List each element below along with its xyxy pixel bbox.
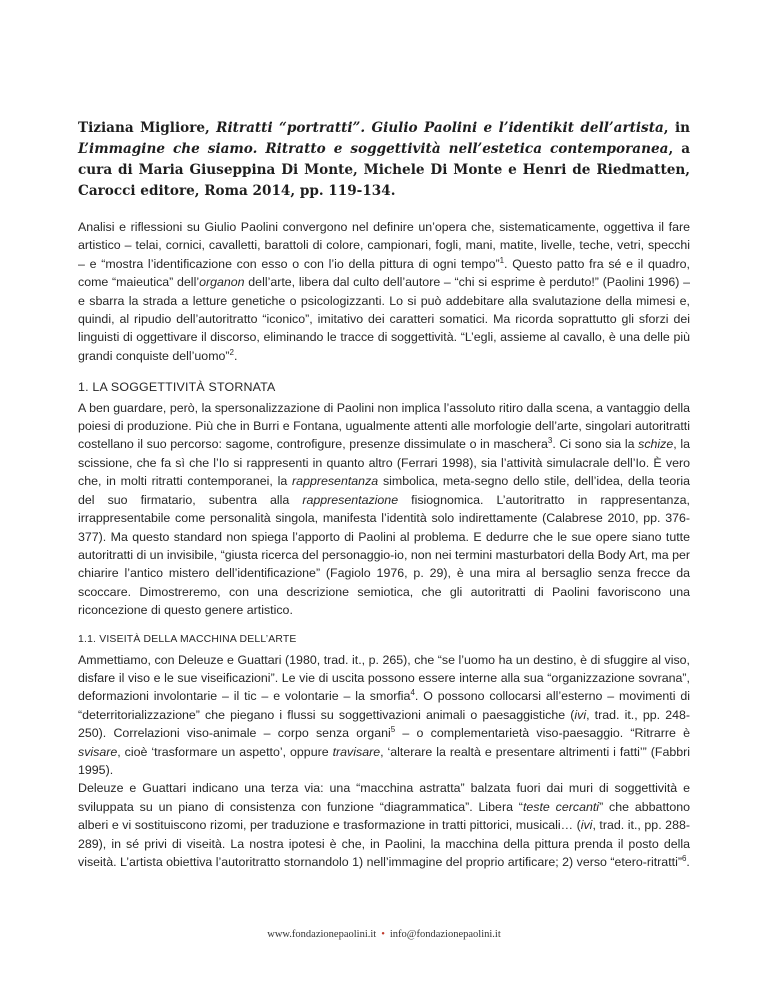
footnote-ref-5[interactable]: 5 [390, 725, 396, 735]
subsection-text: . [686, 855, 690, 869]
footnote-ref-4[interactable]: 4 [410, 688, 415, 698]
citation-publication-details: , a cura di Maria Giuseppina Di Monte, Michele Di Monte e Henri de Riedmatten, Carocci editore, Roma 2014, pp. 119-134. [78, 141, 691, 199]
section-1-emphasis: schize [638, 437, 674, 452]
subsection-emphasis: travisare [332, 744, 381, 759]
section-1-text: , la scissione, che fa sì che l’Io si rappresenti in quanto altro (Ferrari 1998), sia l’attività simulacrale dell’Io. È vero che, in molti ritratti contemporanei, la [78, 437, 690, 489]
subsection-text: Deleuze e Guattari indicano una terza via: una “macchina astratta” balzata fuori dai muri di soggettività e sviluppata su un piano di consistenza con funzione “diagrammatica”. Libera “ [78, 781, 690, 814]
subsection-text: , cioè ‘trasformare un aspetto’, oppure [117, 744, 333, 759]
subsection-text: – o complementarietà viso-paesaggio. “Ritrarre è [395, 726, 690, 741]
footnote-ref-6[interactable]: 6 [681, 853, 687, 863]
page-footer [0, 929, 768, 940]
section-1-text: fisiognomica. L’autoritratto in rappresentanza, irrappresentabile come personalità singola, manifesta l’identità solo indirettamente (Calabrese 2010, pp. 376-377). Ma questo standard non spiega l’apporto di Paolini al problema. E dedurre che le sue opere siano tutte autoritratti di un invisibile, “giusta ricerca del personaggio-io, non nei termini masturbatori della Body Art, ma per chiarire l’antico mistero dell’identificazione” (Fagiolo 1976, p. 29), è una mira al bersaglio senza frecce da scoccare. Dimostreremo, con una descrizione semiotica, che gli autoritratti di Paolini favoriscono una riconcezione di questo genere artistico. [78, 492, 690, 618]
subsection-heading: 1.1. VISEITÀ DELLA MACCHINA DELL’ARTE [78, 633, 297, 645]
intro-paragraph [78, 218, 690, 365]
intro-text: . Questo patto fra sé e il quadro, come “maieutica” dell’ [78, 256, 691, 290]
footer-email-link[interactable]: info@fondazionepaolini.it [389, 929, 501, 940]
citation-author: Tiziana Migliore, [78, 120, 217, 136]
citation-essay-title: Ritratti “portratti”. Giulio Paolini e l’identikit dell’artista [216, 120, 664, 136]
subsection-text: , trad. it., pp. 248-250). Correlazioni viso-animale – corpo senza organi [78, 707, 690, 741]
intro-text: Analisi e riflessioni su Giulio Paolini convergono nel definire un’opera che, sistematicamente, oggettiva il fare artistico – telai, cornici, cavalletti, barattoli di colore, campionari, fogli, mani, matite, livelle, teche, vetri, specchi – e “mostra l’identificazione con esso o con l’io della pittura di ogni tempo” [78, 220, 690, 271]
subsection-text: , trad. it., pp. 288-289), in sé privi di viseità. La nostra ipotesi è che, in Paolini, la macchina della pittura prenda il posto della viseità. L’artista obiettiva l’autoritratto stornandolo 1) nell’immagine del proprio artificare; 2) verso “etero-ritratti” [78, 818, 690, 869]
citation-separator: , in [663, 120, 690, 136]
citation-book-title: L’immagine che siamo. Ritratto e soggettività nell’estetica contemporanea [78, 141, 669, 157]
section-1-emphasis: rappresentazione [302, 492, 399, 507]
subsection-emphasis: ivi [580, 818, 593, 833]
section-1-text: simbolica, meta-segno dello stile, dell’idea, della teoria del suo firmatario, subentra alla [78, 474, 690, 507]
footnote-ref-3[interactable]: 3 [547, 436, 553, 446]
section-1-text: . Ci sono sia la [552, 437, 639, 452]
subsection-text: . O possono collocarsi all’esterno – movimenti di “deterritorializzazione” che piegano i flussi su soggettivazioni animali o paesaggistiche ( [78, 689, 691, 722]
subsection-paragraph-2 [78, 779, 690, 871]
subsection-text: Ammettiamo, con Deleuze e Guattari (1980, trad. it., p. 265), che “se l’uomo ha un destino, è di sfuggire al viso, disfare il viso e le sue viseificazioni”. Le vie di uscita possono essere interne alla sua “organizzazione sovrana”, deformazioni involontarie – il tic – e volontarie – la smorfia [78, 652, 690, 704]
footer-website-link[interactable]: www.fondazionepaolini.it [267, 929, 377, 940]
subsection-text: ” che abbattono alberi e vi sostituiscono rizomi, per traduzione e trasformazione in tratti pittorici, musicali… ( [78, 799, 690, 833]
bibliographic-citation [78, 118, 690, 202]
footnote-ref-2[interactable]: 2 [229, 347, 234, 357]
intro-text: dell’arte, libera dal culto dell’autore – “chi si esprime è perduto!” (Paolini 1996) – e sbarra la strada a letture genetiche o psicologizzanti. Lo si può addebitare alla svalutazione della mimesi e, quindi, al ripudio dell’autoritratto “iconico”, imitativo dei caratteri somatici. Ma ricorda soprattutto gli sforzi dei linguisti di oggettivare il discorso, eliminando le tracce di soggettività. “L’egli, assieme al cavallo, è una delle più grandi conquiste dell’uomo” [78, 275, 690, 363]
subsection-emphasis: ivi [574, 707, 587, 722]
intro-text: . [233, 348, 238, 363]
intro-emphasis: organon [199, 275, 245, 290]
section-1-text: A ben guardare, però, la spersonalizzazione di Paolini non implica l’assoluto ritiro dalla scena, a vantaggio della poiesi di produzione. Più che in Burri e Fontana, ugualmente attenti alle morfologie dell’arte, singolari autoritratti costellano il suo percorso: sagome, controfigure, presenze dissimulate o in maschera [78, 400, 690, 452]
footnote-ref-1[interactable]: 1 [499, 255, 505, 265]
subsection-emphasis: teste cercanti [522, 799, 600, 814]
section-1-paragraph [78, 399, 690, 620]
subsection-paragraph-1 [78, 651, 690, 780]
section-heading: 1. LA SOGGETTIVITÀ STORNATA [78, 380, 276, 395]
subsection-emphasis: svisare [78, 744, 118, 759]
footer-bullet-separator: • [381, 929, 385, 940]
subsection-text: , ‘alterare la realtà e presentare altrimenti i fatti’” (Fabbri 1995). [78, 744, 690, 777]
document-page [78, 118, 690, 871]
section-1-emphasis: rappresentanza [292, 474, 379, 489]
